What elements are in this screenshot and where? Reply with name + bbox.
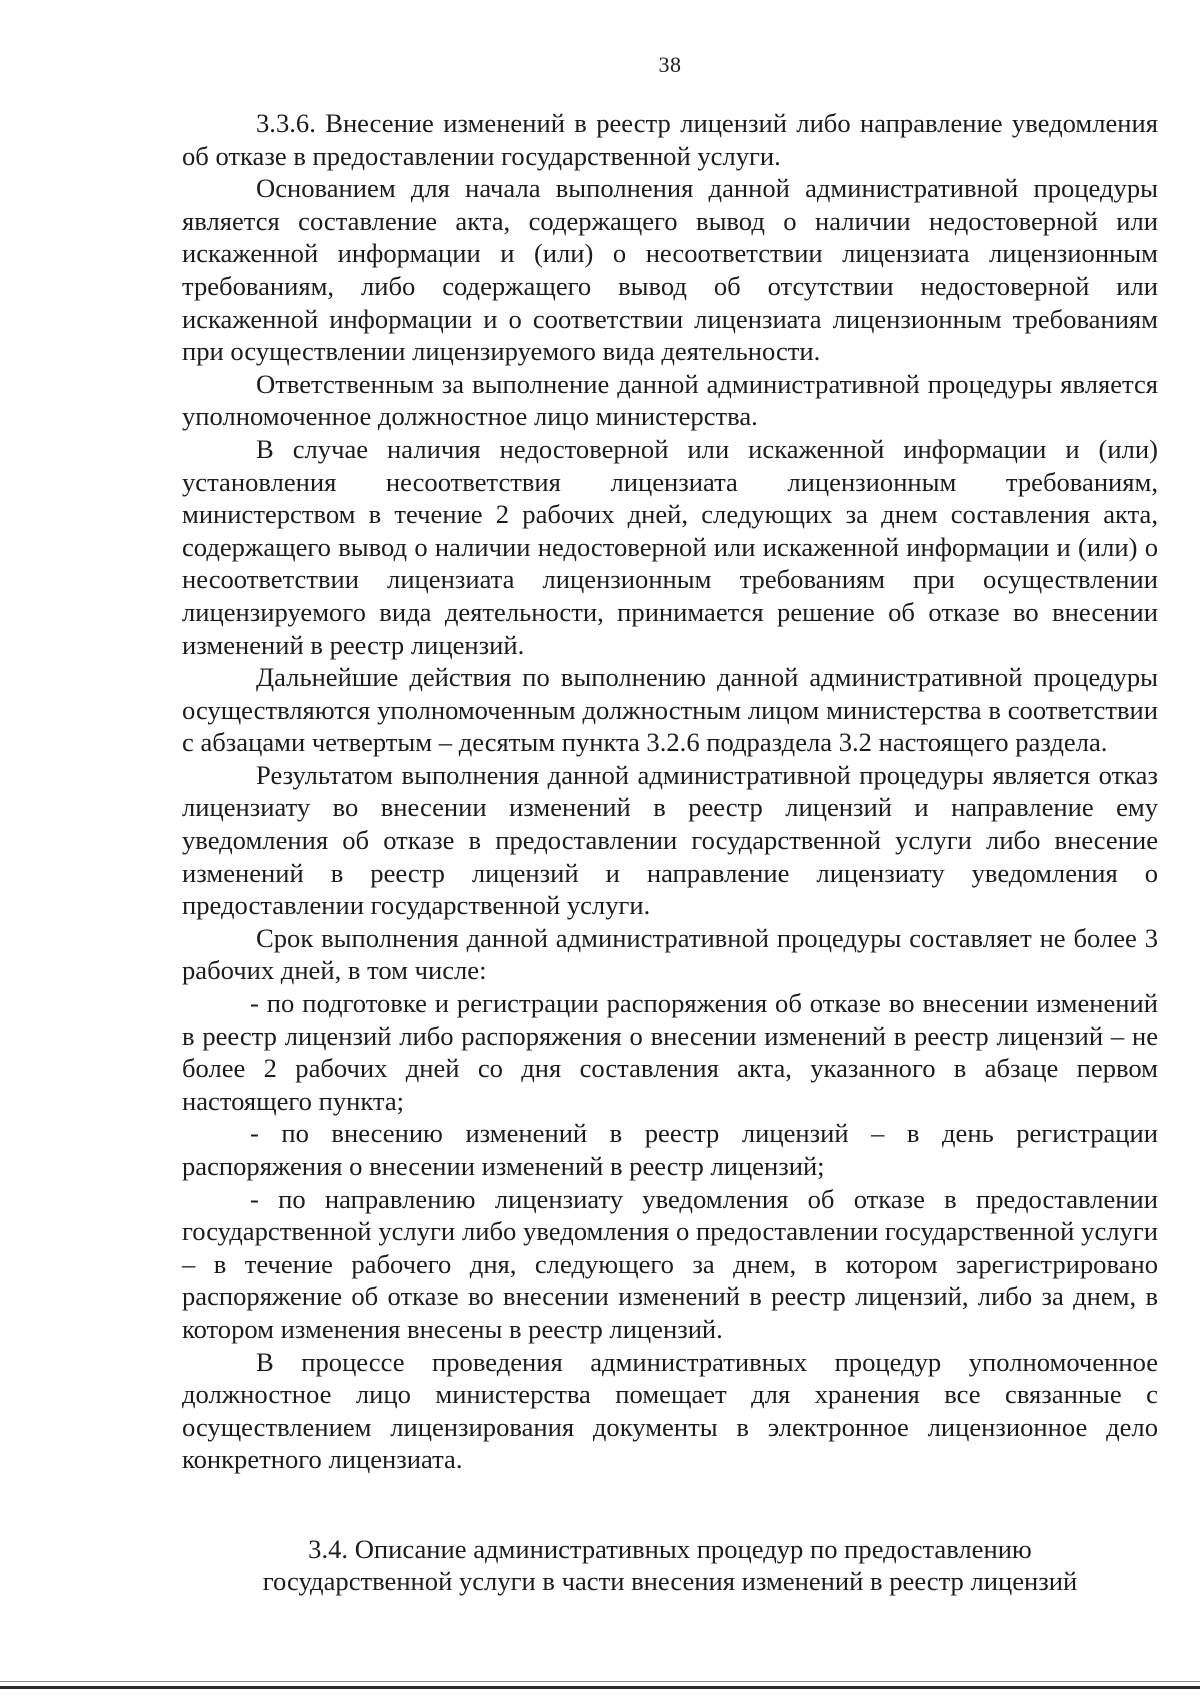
paragraph-further-actions: Дальнейшие действия по выполнению данной административной процедуры осуществляются уполномоченным должностным лицом министерства в соответствии с абзацами четвертым – десятым пункта 3.2.6 подраздела 3.2 настоящего раздела. bbox=[182, 662, 1158, 758]
document-body bbox=[182, 107, 1158, 1476]
paragraph-refusal-case: В случае наличия недостоверной или искаженной информации и (или) установления несоответствия лицензиата лицензионным требованиям, министерством в течение 2 рабочих дней, следующих за днем составления акта, содержащего вывод о наличии недостоверной или искаженной информации и (или) о несоответствии лицензиата лицензионным требованиям при осуществлении лицензируемого вида деятельности, принимается решение об отказе во внесении изменений в реестр лицензий. bbox=[182, 433, 1158, 660]
list-item-order-preparation: - по подготовке и регистрации распоряжения об отказе во внесении изменений в реестр лицензий либо распоряжения о внесении изменений в реестр лицензий – не более 2 рабочих дней со дня составления акта, указанного в абзаце первом настоящего пункта; bbox=[182, 988, 1158, 1116]
section-heading-line: 3.4. Описание административных процедур по предоставлению bbox=[308, 1534, 1032, 1564]
paragraph-deadline: Срок выполнения данной административной процедуры составляет не более 3 рабочих дней, в том числе: bbox=[182, 922, 1158, 986]
clause-3-3-6-heading: 3.3.6. Внесение изменений в реестр лицензий либо направление уведомления об отказе в предоставлении государственной услуги. bbox=[182, 108, 1158, 171]
list-item-notification: - по направлению лицензиату уведомления об отказе в предоставлении государственной услуги либо уведомления о предоставлении государственной услуги – в течение рабочего дня, следующего за днем, в котором зарегистрировано распоряжение об отказе во внесении изменений в реестр лицензий, либо за днем, в котором изменения внесены в реестр лицензий. bbox=[182, 1183, 1158, 1344]
list-item-registry-changes: - по внесению изменений в реестр лицензий – в день регистрации распоряжения о внесении изменений в реестр лицензий; bbox=[182, 1118, 1158, 1181]
section-heading-3-4 bbox=[182, 1533, 1158, 1597]
paragraph-result: Результатом выполнения данной административной процедуры является отказ лицензиату во внесении изменений в реестр лицензий и направление ему уведомления об отказе в предоставлении государственной услуги либо внесение изменений в реестр лицензий и направление лицензиату уведомления о предоставлении государственной услуги. bbox=[182, 759, 1158, 921]
paragraph-basis: Основанием для начала выполнения данной административной процедуры является составление акта, содержащего вывод о наличии недостоверной или искаженной информации и (или) о несоответствии лицензиата лицензионным требованиям, либо содержащего вывод об отсутствии недостоверной или искаженной информации и о соответствии лицензиата лицензионным требованиям при осуществлении лицензируемого вида деятельности. bbox=[182, 173, 1158, 367]
scan-edge-line bbox=[0, 1681, 1200, 1682]
paragraph-storage: В процессе проведения административных процедур уполномоченное должностное лицо министерства помещает для хранения все связанные с осуществлением лицензирования документы в электронное лицензионное дело конкретного лицензиата. bbox=[182, 1346, 1158, 1475]
section-heading-line: государственной услуги в части внесения изменений в реестр лицензий bbox=[262, 1566, 1078, 1596]
page-number: 38 bbox=[658, 52, 682, 77]
paragraph-responsible: Ответственным за выполнение данной административной процедуры является уполномоченное должностное лицо министерства. bbox=[182, 368, 1158, 432]
scan-bottom-border bbox=[0, 1686, 1200, 1689]
